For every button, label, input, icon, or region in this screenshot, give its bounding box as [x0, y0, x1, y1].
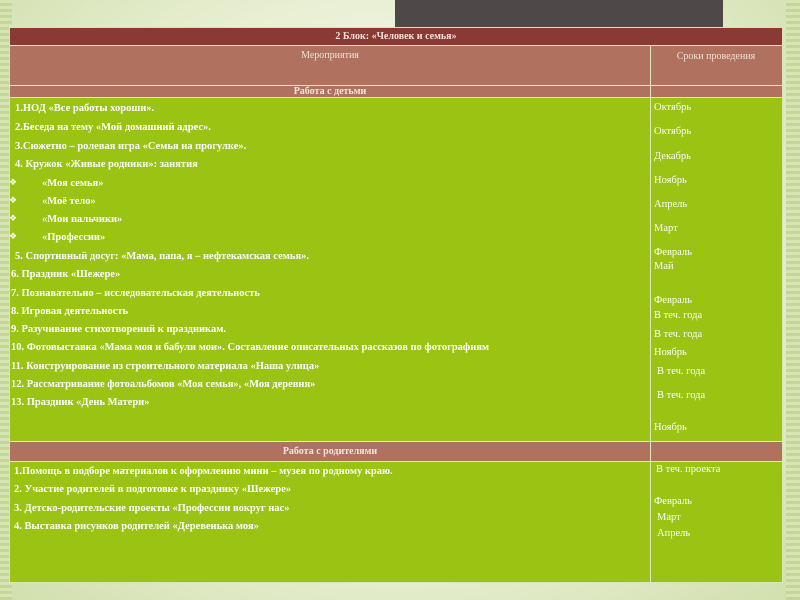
list-item: «Мои пальчики»: [42, 214, 123, 225]
date-value: Ноябрь: [654, 347, 687, 358]
date-value: В теч. проекта: [656, 464, 721, 475]
diamond-bullet-icon: ❖: [9, 195, 18, 205]
date-value: Октябрь: [654, 102, 692, 113]
children-dates-cell: [650, 98, 782, 441]
date-value: Февраль: [654, 496, 692, 507]
children-events-cell: [10, 98, 651, 441]
parents-events-cell: [10, 462, 651, 584]
date-value: В теч. года: [654, 329, 703, 340]
diamond-bullet-icon: ❖: [9, 231, 18, 241]
date-value: В теч. года: [654, 310, 703, 321]
list-item: 4. Кружок «Живые родники»: занятия: [15, 159, 198, 170]
column-header-row: [10, 45, 782, 85]
list-item: 8. Игровая деятельность: [11, 306, 129, 317]
date-value: Апрель: [657, 528, 691, 539]
list-item: 10. Фотовыставка «Мама моя и бабули мои». Составление описательных рассказов по фотографиям: [11, 342, 490, 353]
date-value: В теч. года: [657, 390, 706, 401]
date-value: Май: [654, 261, 674, 272]
plan-table: [9, 27, 783, 583]
parents-section-row: [10, 441, 782, 461]
list-item: 11. Конструирование из строительного материала «Наша улица»: [11, 361, 320, 372]
list-item: 3.Сюжетно – ролевая игра «Семья на прогулке».: [15, 141, 247, 152]
date-value: В теч. года: [657, 366, 706, 377]
date-value: Декабрь: [654, 151, 691, 162]
right-decorative-stripe: [786, 0, 800, 600]
events-column-header: Мероприятия: [301, 50, 359, 61]
list-item: 2.Беседа на тему «Мой домашний адрес».: [15, 122, 211, 133]
list-item: 5. Спортивный досуг: «Мама, папа, я – нефтекамская семья».: [15, 251, 310, 262]
date-value: Февраль: [654, 295, 692, 306]
list-item: «Профессии»: [42, 232, 106, 243]
list-item: 2. Участие родителей в подготовке к празднику «Шежере»: [14, 484, 292, 495]
diamond-bullet-icon: ❖: [9, 213, 18, 223]
parents-content-row: [10, 461, 782, 584]
date-value: Апрель: [654, 199, 688, 210]
list-item: 4. Выставка рисунков родителей «Деревенька моя»: [14, 521, 259, 532]
children-section-title: Работа с детьми: [293, 86, 367, 97]
top-dark-bar: [395, 0, 723, 27]
date-value: Октябрь: [654, 126, 692, 137]
list-item: 7. Познавательно – исследовательская деятельность: [11, 288, 260, 299]
date-value: Февраль: [654, 247, 692, 258]
list-item: 1.Помощь в подборе материалов к оформлению мини – музея по родному краю.: [14, 466, 393, 477]
list-item: 1.НОД «Все работы хороши».: [15, 103, 155, 114]
block-title: 2 Блок: «Человек и семья»: [335, 31, 457, 42]
children-content-row: [10, 97, 782, 441]
date-value: Ноябрь: [654, 422, 687, 433]
date-value: Март: [657, 512, 681, 523]
list-item: 13. Праздник «День Матери»: [11, 397, 150, 408]
list-item: 3. Детско-родительские проекты «Профессии вокруг нас»: [14, 503, 290, 514]
date-value: Март: [654, 223, 678, 234]
children-section-row: [10, 85, 782, 97]
dates-column-header: Сроки проведения: [676, 51, 756, 62]
list-item: 6. Праздник «Шежере»: [11, 269, 121, 280]
list-item: 12. Рассматривание фотоальбомов «Моя семья», «Моя деревня»: [11, 379, 316, 390]
list-item: 9. Разучивание стихотворений к праздникам.: [11, 324, 226, 335]
list-item: «Моя семья»: [42, 178, 104, 189]
diamond-bullet-icon: ❖: [9, 177, 18, 187]
list-item: «Моё тело»: [42, 196, 96, 207]
date-value: Ноябрь: [654, 175, 687, 186]
parents-dates-cell: [650, 462, 782, 584]
parents-section-title: Работа с родителями: [282, 446, 378, 457]
block-title-row: [10, 28, 782, 45]
